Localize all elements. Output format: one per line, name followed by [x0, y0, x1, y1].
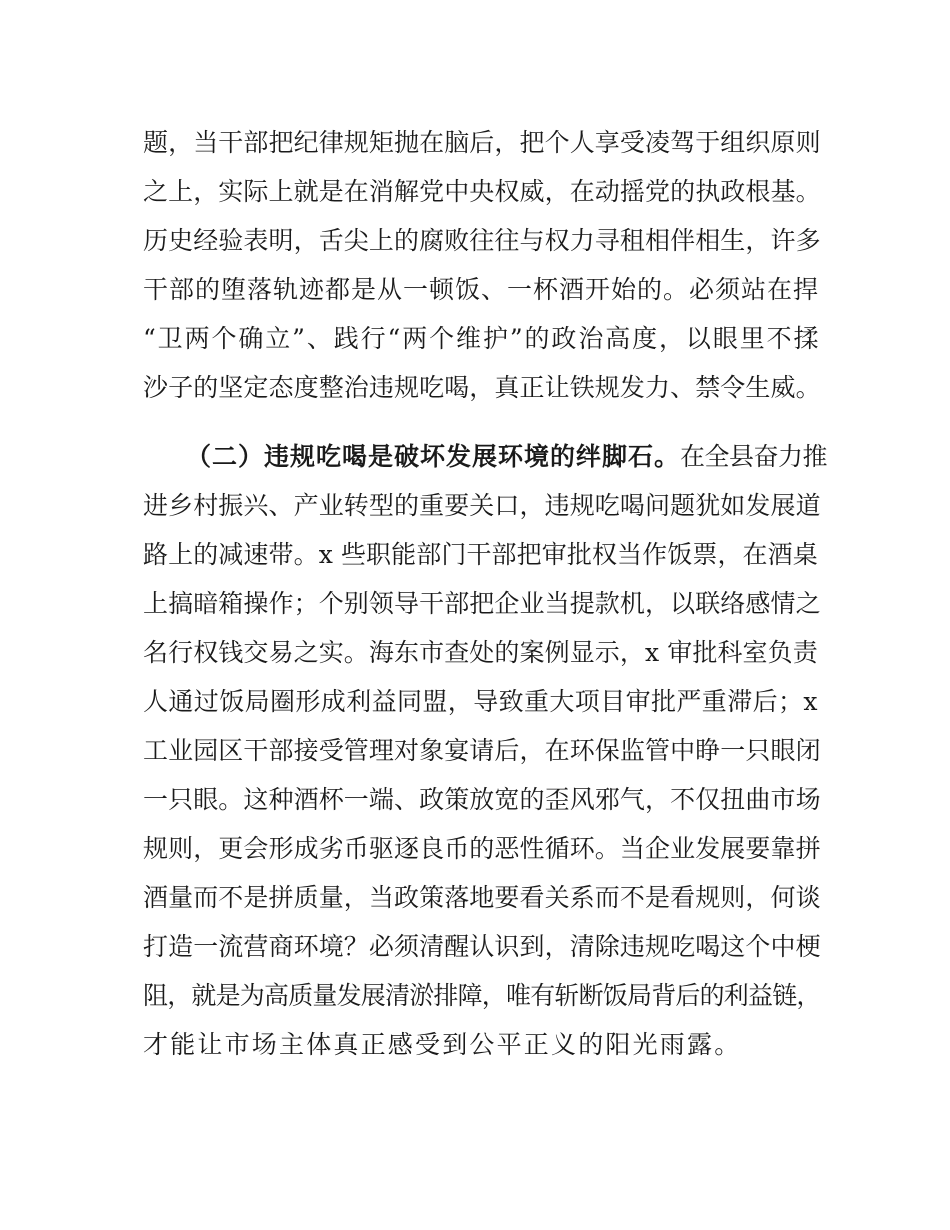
paragraph-2-line-6: 人通过饭局圈形成利益同盟，导致重大项目审批严重滞后；x	[143, 687, 818, 716]
paragraph-1-line-4: 干部的堕落轨迹都是从一顿饭、一杯酒开始的。必须站在捍	[143, 275, 820, 304]
paragraph-2-line-8: 一只眼。这种酒杯一端、政策放宽的歪风邪气，不仅扭曲市场	[143, 785, 821, 814]
paragraph-2-line-1	[186, 439, 826, 475]
paragraph-2-line-9: 规则，更会形成劣币驱逐良币的恶性循环。当企业发展要靠拼	[143, 834, 821, 863]
paragraph-1-line-6: 沙子的坚定态度整治违规吃喝，真正让铁规发力、禁令生威。	[143, 373, 821, 402]
paragraph-2-line-2: 进乡村振兴、产业转型的重要关口，违规吃喝问题犹如发展道	[143, 491, 821, 520]
paragraph-2-line-7: 工业园区干部接受管理对象宴请后，在环保监管中睁一只眼闭	[143, 736, 821, 765]
paragraph-2-line-3: 路上的减速带。x 些职能部门干部把审批权当作饭票，在酒桌	[143, 540, 818, 569]
paragraph-2-line-10: 酒量而不是拼质量，当政策落地要看关系而不是看规则，何谈	[143, 883, 821, 912]
paragraph-1-line-5: “卫两个确立”、践行“两个维护”的政治高度，以眼里不揉	[143, 324, 821, 353]
paragraph-2-first-rest: 在全县奋力推	[680, 442, 828, 471]
section-heading: （二）违规吃喝是破坏发展环境的绊脚石。	[186, 442, 681, 471]
paragraph-2-line-5: 名行权钱交易之实。海东市查处的案例显示，x 审批科室负责	[143, 638, 818, 667]
paragraph-2-line-12: 阻，就是为高质量发展清淤排障，唯有斩断饭局背后的利益链，	[143, 981, 821, 1010]
paragraph-1-line-1: 题，当干部把纪律规矩抛在脑后，把个人享受凌驾于组织原则	[143, 128, 821, 157]
paragraph-2-line-13: 才能让市场主体真正感受到公平正义的阳光雨露。	[143, 1030, 742, 1059]
paragraph-2-line-4: 上搞暗箱操作；个别领导干部把企业当提款机，以联络感情之	[143, 589, 821, 618]
paragraph-1-line-2: 之上，实际上就是在消解党中央权威，在动摇党的执政根基。	[143, 177, 821, 206]
paragraph-1-line-3: 历史经验表明，舌尖上的腐败往往与权力寻租相伴相生，许多	[143, 226, 821, 255]
paragraph-2-line-11: 打造一流营商环境？必须清醒认识到，清除违规吃喝这个中梗	[143, 932, 821, 961]
